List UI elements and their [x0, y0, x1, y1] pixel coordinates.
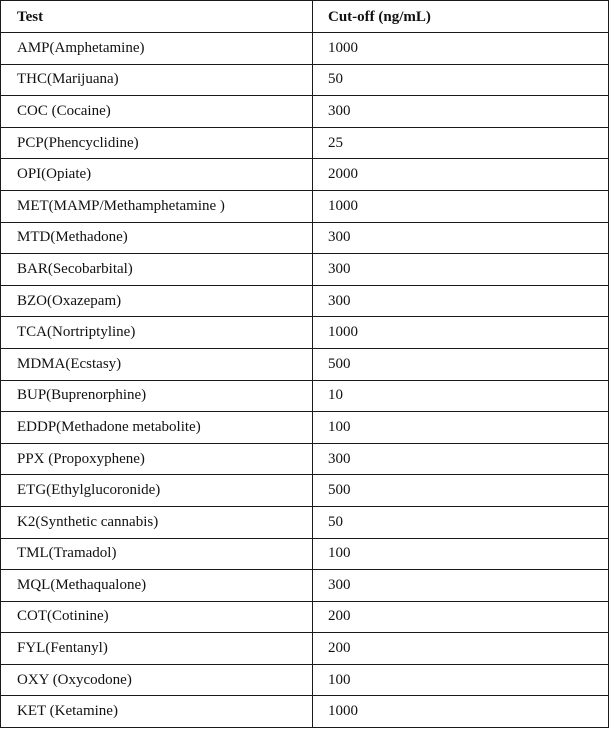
table-row: [1, 317, 609, 349]
cutoff-value-cell: 500: [313, 475, 609, 507]
cutoff-value-cell: 1000: [313, 696, 609, 728]
table-row: [1, 570, 609, 602]
header-test: Test: [1, 1, 313, 33]
cutoff-value-cell: 300: [313, 443, 609, 475]
table-row: [1, 380, 609, 412]
header-cutoff: Cut-off (ng/mL): [313, 1, 609, 33]
cutoff-value-cell: 200: [313, 633, 609, 665]
test-name-cell: TCA(Nortriptyline): [1, 317, 313, 349]
table-row: [1, 412, 609, 444]
table-row: [1, 127, 609, 159]
test-name-cell: TML(Tramadol): [1, 538, 313, 570]
test-name-cell: THC(Marijuana): [1, 64, 313, 96]
table-row: [1, 285, 609, 317]
cutoff-value-cell: 25: [313, 127, 609, 159]
test-name-cell: COT(Cotinine): [1, 601, 313, 633]
cutoff-value-cell: 1000: [313, 33, 609, 65]
table-row: [1, 664, 609, 696]
cutoff-value-cell: 200: [313, 601, 609, 633]
table-row: [1, 254, 609, 286]
cutoff-value-cell: 50: [313, 506, 609, 538]
table-body: [1, 33, 609, 728]
table-row: [1, 633, 609, 665]
test-name-cell: MQL(Methaqualone): [1, 570, 313, 602]
test-name-cell: COC (Cocaine): [1, 96, 313, 128]
table-row: [1, 443, 609, 475]
test-name-cell: OPI(Opiate): [1, 159, 313, 191]
table-header: [1, 1, 609, 33]
cutoff-value-cell: 1000: [313, 190, 609, 222]
cutoff-value-cell: 300: [313, 96, 609, 128]
table-row: [1, 348, 609, 380]
table-row: [1, 506, 609, 538]
table-row: [1, 538, 609, 570]
table-row: [1, 190, 609, 222]
cutoff-value-cell: 100: [313, 412, 609, 444]
test-name-cell: AMP(Amphetamine): [1, 33, 313, 65]
header-row: [1, 1, 609, 33]
table-row: [1, 159, 609, 191]
test-name-cell: ETG(Ethylglucoronide): [1, 475, 313, 507]
cutoff-value-cell: 300: [313, 285, 609, 317]
table-row: [1, 601, 609, 633]
test-name-cell: MTD(Methadone): [1, 222, 313, 254]
table-row: [1, 475, 609, 507]
table-row: [1, 696, 609, 728]
test-name-cell: FYL(Fentanyl): [1, 633, 313, 665]
cutoff-value-cell: 50: [313, 64, 609, 96]
cutoff-value-cell: 300: [313, 570, 609, 602]
cutoff-value-cell: 300: [313, 222, 609, 254]
test-name-cell: BAR(Secobarbital): [1, 254, 313, 286]
test-name-cell: OXY (Oxycodone): [1, 664, 313, 696]
test-name-cell: KET (Ketamine): [1, 696, 313, 728]
cutoff-value-cell: 300: [313, 254, 609, 286]
test-name-cell: BUP(Buprenorphine): [1, 380, 313, 412]
cutoff-value-cell: 100: [313, 538, 609, 570]
table-row: [1, 33, 609, 65]
cutoff-value-cell: 10: [313, 380, 609, 412]
test-name-cell: MET(MAMP/Methamphetamine ): [1, 190, 313, 222]
test-name-cell: PCP(Phencyclidine): [1, 127, 313, 159]
table-row: [1, 64, 609, 96]
test-name-cell: MDMA(Ecstasy): [1, 348, 313, 380]
table-row: [1, 222, 609, 254]
cutoff-value-cell: 500: [313, 348, 609, 380]
test-name-cell: BZO(Oxazepam): [1, 285, 313, 317]
cutoff-value-cell: 1000: [313, 317, 609, 349]
cutoff-value-cell: 2000: [313, 159, 609, 191]
table-row: [1, 96, 609, 128]
test-name-cell: EDDP(Methadone metabolite): [1, 412, 313, 444]
test-name-cell: PPX (Propoxyphene): [1, 443, 313, 475]
cutoff-value-cell: 100: [313, 664, 609, 696]
test-name-cell: K2(Synthetic cannabis): [1, 506, 313, 538]
